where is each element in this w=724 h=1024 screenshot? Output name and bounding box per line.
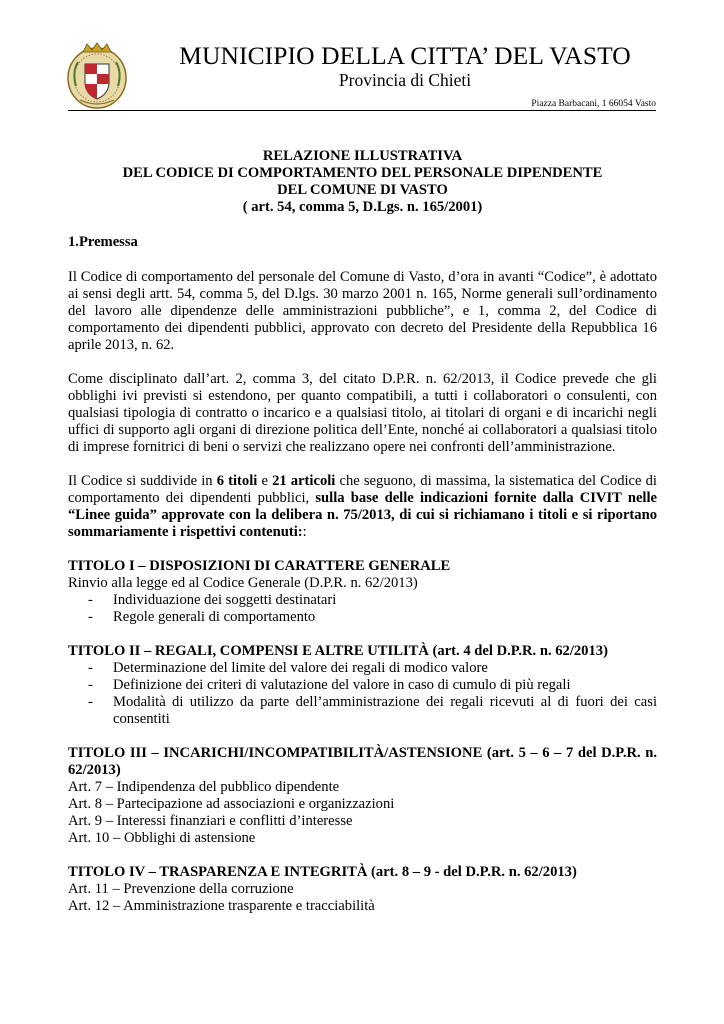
list-item: - Individuazione dei soggetti destinatari xyxy=(88,592,337,608)
dash-bullet-icon: - xyxy=(88,609,93,625)
p3-text-c: e xyxy=(257,473,273,489)
list-item: - Regole generali di comportamento xyxy=(88,609,316,625)
report-heading-line-3: DEL COMUNE DI VASTO xyxy=(277,182,448,198)
p3-text-colon: : xyxy=(302,524,307,540)
premessa-paragraph-3 xyxy=(68,473,657,541)
dash-bullet-icon: - xyxy=(88,660,93,676)
p3-text-e: che seguono, di massima, la sistematica del Codice di comportamento dei dipendenti pubblici, xyxy=(68,473,657,506)
titolo-4-heading: TITOLO IV – TRASPARENZA E INTEGRITÀ (art. 8 – 9 - del D.P.R. n. 62/2013) xyxy=(68,864,577,880)
list-item: - Determinazione del limite del valore dei regali di modico valore xyxy=(88,660,488,676)
address-line: Piazza Barbacani, 1 66054 Vasto xyxy=(531,99,656,109)
list-item: - Modalità di utilizzo da parte dell’amministrazione dei regali ricevuti al di fuori dei casi consentiti xyxy=(88,694,657,727)
header-divider xyxy=(68,110,656,111)
dash-bullet-icon: - xyxy=(88,677,93,693)
p3-articoli-count: 21 articoli xyxy=(272,473,336,489)
titolo-3-art-7: Art. 7 – Indipendenza del pubblico dipendente xyxy=(68,779,340,795)
coat-of-arms-icon xyxy=(66,42,128,110)
dash-bullet-icon: - xyxy=(88,592,93,608)
p3-text-bold: sulla base delle indicazioni fornite dalla CIVIT nelle “Linee guida” approvate con la delibera n. 75/2013, di cui si richiamano i titoli e si riportano sommariamente i rispettivi contenuti: xyxy=(68,490,658,540)
premessa-paragraph-2: Come disciplinato dall’art. 2, comma 3, del citato D.P.R. n. 62/2013, il Codice prevede che gli obblighi ivi previsti si estendono, per quanto compatibili, a tutti i collaboratori o consulenti, con qualsiasi tipologia di contratto o incarico e a qualsiasi titolo, ai titolari di organi e di incarichi negli uffici di supporto agli organi di direzione politica dell’Ente, nonché ai collaboratori a qualsiasi titolo di imprese fornitrici di beni o servizi che realizzano opere nei confronti dell’amministrazione. xyxy=(68,371,657,455)
province-subtitle: Provincia di Chieti xyxy=(338,70,472,90)
premessa-paragraph-1: Il Codice di comportamento del personale del Comune di Vasto, d’ora in avanti “Codice”, è adottato ai sensi degli artt. 54, comma 5, del D.lgs. 30 marzo 2001 n. 165, Norme generali sull’ordinamento del lavoro alle dipendenze delle amministrazioni pubbliche”, e 1, comma 2, del Codice di comportamento dei dipendenti pubblici, approvato con decreto del Presidente della Repubblica 16 aprile 2013, n. 62. xyxy=(68,269,657,353)
titolo-2-heading: TITOLO II – REGALI, COMPENSI E ALTRE UTILITÀ (art. 4 del D.P.R. n. 62/2013) xyxy=(68,643,608,659)
titolo-4-art-12: Art. 12 – Amministrazione trasparente e tracciabilità xyxy=(68,898,375,914)
titolo-3-heading: TITOLO III – INCARICHI/INCOMPATIBILITÀ/ASTENSIONE (art. 5 – 6 – 7 del D.P.R. n. 62/2013) xyxy=(68,745,657,778)
titolo-3-art-10: Art. 10 – Obblighi di astensione xyxy=(68,830,256,846)
titolo-1-list xyxy=(68,592,657,626)
titolo-1-heading: TITOLO I – DISPOSIZIONI DI CARATTERE GENERALE xyxy=(68,558,451,574)
titolo-3-art-9: Art. 9 – Interessi finanziari e conflitti d’interesse xyxy=(68,813,353,829)
report-heading-line-2: DEL CODICE DI COMPORTAMENTO DEL PERSONALE DIPENDENTE xyxy=(122,165,603,181)
titolo-1-intro: Rinvio alla legge ed al Codice Generale (D.P.R. n. 62/2013) xyxy=(68,575,418,591)
report-heading xyxy=(68,148,657,216)
dash-bullet-icon: - xyxy=(88,694,93,710)
p3-titoli-count: 6 titoli xyxy=(216,473,258,489)
municipality-title: MUNICIPIO DELLA CITTA’ DEL VASTO xyxy=(179,41,631,70)
titolo-4-art-11: Art. 11 – Prevenzione della corruzione xyxy=(68,881,294,897)
report-heading-line-1: RELAZIONE ILLUSTRATIVA xyxy=(262,148,463,164)
section-heading-premessa: 1.Premessa xyxy=(68,234,138,250)
titolo-3-art-8: Art. 8 – Partecipazione ad associazioni e organizzazioni xyxy=(68,796,395,812)
titolo-2-list xyxy=(68,660,657,728)
document-body xyxy=(68,148,657,915)
list-item: - Definizione dei criteri di valutazione del valore in caso di cumulo di più regali xyxy=(88,677,571,693)
report-heading-line-4: ( art. 54, comma 5, D.Lgs. n. 165/2001) xyxy=(242,199,483,215)
p3-text-a: Il Codice si suddivide in xyxy=(68,473,217,489)
